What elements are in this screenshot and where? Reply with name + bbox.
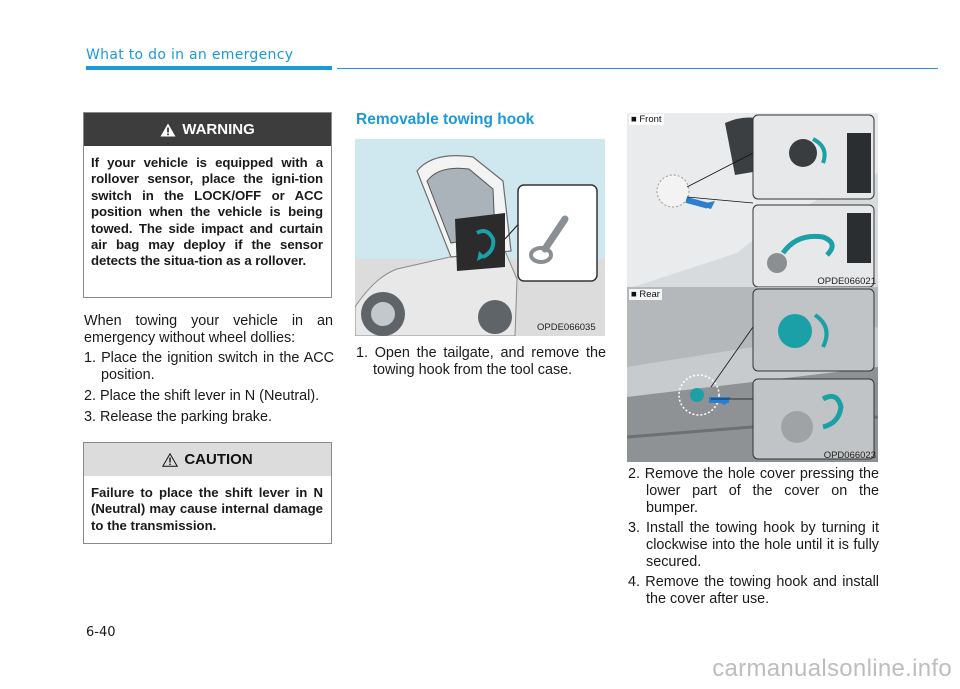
header-bar-accent xyxy=(86,66,332,70)
subheading-removable-towing-hook: Removable towing hook xyxy=(356,111,535,128)
step-right-2: 2. Remove the hole cover pressing the lower part of the cover on the bumper. xyxy=(628,466,879,516)
step-left-1: 1. Place the ignition switch in the ACC position. xyxy=(84,350,334,383)
step-right-4: 4. Remove the towing hook and install the cover after use. xyxy=(628,574,879,607)
caution-box xyxy=(83,442,332,544)
section-title: What to do in an emergency xyxy=(86,47,294,63)
step-right-3: 3. Install the towing hook by turning it clockwise into the hole until it is fully secured. xyxy=(628,520,879,570)
front-label: ■ Front xyxy=(631,114,662,125)
step-left-3: 3. Release the parking brake. xyxy=(84,409,272,425)
steps-left xyxy=(84,350,334,426)
steps-right xyxy=(628,466,879,611)
step-left-2: 2. Place the shift lever in N (Neutral). xyxy=(84,388,320,404)
warning-header xyxy=(84,113,331,146)
caution-title: CAUTION xyxy=(184,451,253,468)
step-middle xyxy=(356,345,606,379)
warning-box xyxy=(83,112,332,298)
intro-paragraph: When towing your vehicle in an emergency without wheel dollies: xyxy=(84,313,333,346)
header-rule xyxy=(337,68,938,69)
watermark: carmanualsonline.info xyxy=(712,655,952,682)
rear-label: ■ Rear xyxy=(631,289,660,300)
step-middle-1: 1. Open the tailgate, and remove the towing hook from the tool case. xyxy=(356,345,606,378)
front-hook-illustration xyxy=(627,113,878,289)
rear-hook-illustration xyxy=(627,287,878,462)
tailgate-image-code: OPDE066035 xyxy=(537,322,596,333)
warning-title: WARNING xyxy=(182,121,255,138)
warning-text: If your vehicle is equipped with a rollover sensor, place the igni-tion switch in the LOCK/OFF or ACC position when the vehicle is being towed. The side impact and curtain air bag may deploy if the sensor detects the situa-tion as a rollover. xyxy=(91,155,323,269)
page-number: 6-40 xyxy=(86,625,116,640)
warning-triangle-icon xyxy=(160,123,176,137)
rear-image-code: OPD066023 xyxy=(823,450,876,461)
caution-header xyxy=(84,443,331,476)
front-image-code: OPDE066021 xyxy=(817,276,876,287)
caution-text: Failure to place the shift lever in N (Neutral) may cause internal damage to the transmission. xyxy=(91,485,323,533)
caution-triangle-icon xyxy=(162,453,178,467)
tailgate-illustration xyxy=(355,139,605,336)
